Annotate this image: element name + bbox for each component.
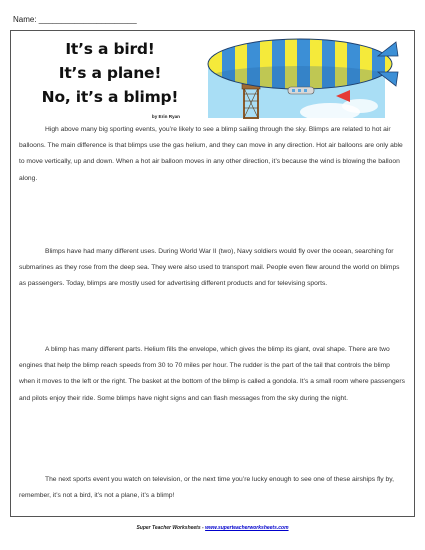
footer-site-name: Super Teacher Worksheets xyxy=(136,525,201,531)
paragraph-3 xyxy=(19,342,407,407)
title-line-3: No, it’s a blimp! xyxy=(41,88,179,106)
footer xyxy=(0,525,425,531)
name-blank-line[interactable]: ______________________ xyxy=(38,15,137,24)
title-line-2: It’s a plane! xyxy=(58,64,162,82)
name-label: Name: xyxy=(13,15,39,24)
footer-separator: - xyxy=(200,525,206,531)
name-field-row xyxy=(13,15,137,24)
paragraph-1 xyxy=(19,122,407,187)
paragraph-2 xyxy=(19,244,407,293)
paragraph-text: A blimp has many different parts. Helium fills the envelope, which gives the blimp its giant, oval shape. There are two engines that help the blimp reach speeds from 30 to 70 miles per hour. The rudder is the part of the tail that controls the blimp when it moves to the left or the right. The basket at the bottom of the blimp is called a gondola. It’s a small room where passengers and pilots enjoy their ride. Some blimps have night signs and can flash messages from the sky during the night. xyxy=(19,346,405,402)
blimp-illustration xyxy=(200,34,405,120)
tail-fin xyxy=(378,42,398,56)
title-line-1: It’s a bird! xyxy=(65,40,155,58)
paragraph-text: Blimps have had many different uses. During World War II (two), Navy soldiers would fly over the ocean, searching for submarines as they rose from the deep sea. They were also used to transport mail. People even flew around the world on blimps as passengers. Today, blimps are mostly used for advertising different products and for televising sports. xyxy=(19,248,400,288)
paragraph-text: The next sports event you watch on television, or the next time you’re lucky enough to see one of these airships fly by, remember, it’s not a bird, it’s not a plane, it’s a blimp! xyxy=(19,476,394,500)
cloud xyxy=(342,99,378,113)
footer-url-link[interactable]: www.superteacherworksheets.com xyxy=(205,525,289,531)
paragraph-text: High above many big sporting events, you’re likely to see a blimp sailing through the sky. Blimps are related to hot air balloons. The main difference is that blimps use the gas helium, and they can move in any direction. Hot air balloons are only able to move vertically, up and down. When a hot air balloon moves in any other direction, it’s because the wind is blowing the balloon along. xyxy=(19,126,403,182)
author-byline: by Erin Ryan xyxy=(151,114,180,119)
paragraph-4 xyxy=(19,472,407,504)
